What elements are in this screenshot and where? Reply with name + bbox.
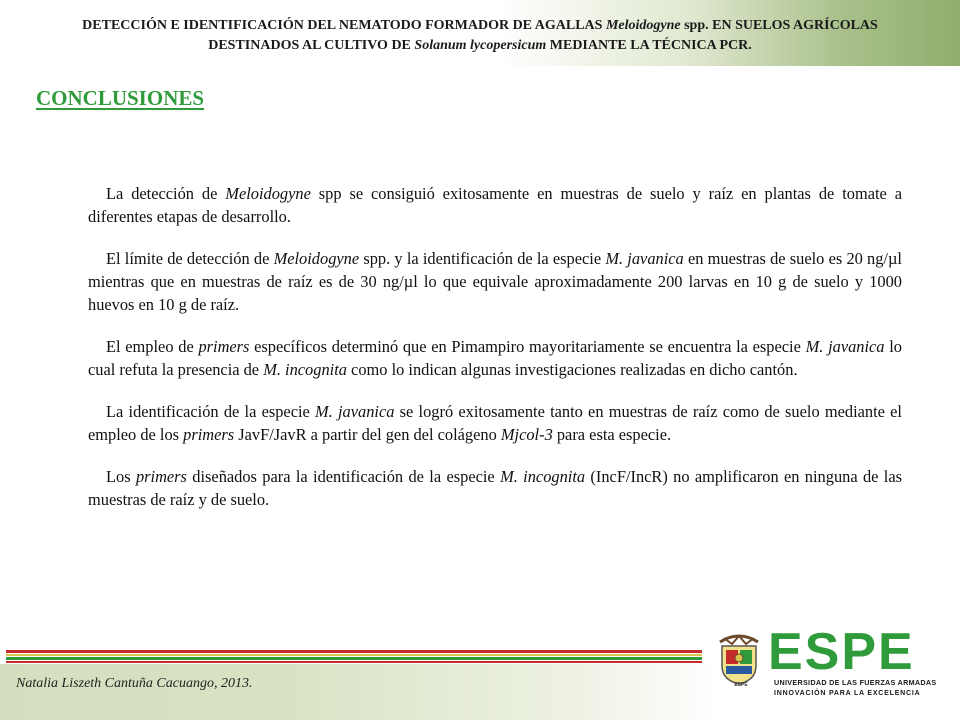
title-italic-species: Solanum lycopersicum xyxy=(414,38,547,53)
text-span: en muestras de suelo es 20 ng/µl mientras que en muestras de raíz es de 30 ng/µl lo que equivale aproximadamente 200 larvas en 10 g de suelo y 1000 huevos en 10 g de raíz. xyxy=(88,249,902,314)
title-text-1: DETECCIÓN E IDENTIFICACIÓN DEL NEMATODO FORMADOR DE AGALLAS xyxy=(82,18,606,33)
italic-span: primers xyxy=(135,467,187,486)
italic-span: Mjcol-3 xyxy=(500,425,553,444)
espe-logo xyxy=(706,622,946,718)
text-span: El límite de detección de xyxy=(106,249,274,268)
text-span: lo cual refuta la presencia de xyxy=(88,337,902,379)
university-name: UNIVERSIDAD DE LAS FUERZAS ARMADAS xyxy=(774,678,937,687)
stripe-green xyxy=(6,657,702,660)
stripe-red-lower xyxy=(6,661,702,663)
text-span: diseñados para la identificación de la especie xyxy=(186,467,501,486)
university-crest-icon xyxy=(712,628,766,688)
conclusion-paragraph-1 xyxy=(88,182,902,228)
conclusions-body xyxy=(88,182,902,530)
text-span: específicos determinó que en Pimampiro mayoritariamente se encuentra la especie xyxy=(249,337,806,356)
italic-span: primers xyxy=(198,337,250,356)
text-span: spp se consiguió exitosamente en muestras de suelo y raíz en plantas de tomate a diferentes etapas de desarrollo. xyxy=(88,184,903,226)
text-span: El empleo de xyxy=(106,337,199,356)
stripe-red xyxy=(6,650,702,653)
italic-span: Meloidogyne xyxy=(225,184,311,203)
conclusion-paragraph-4 xyxy=(88,400,902,446)
text-span: JavF/JavR a partir del gen del colágeno xyxy=(234,425,501,444)
italic-span: M. incognita xyxy=(263,360,347,379)
italic-span: Meloidogyne xyxy=(273,249,360,268)
conclusion-paragraph-3 xyxy=(88,335,902,381)
text-span: como lo indican algunas investigaciones realizadas en dicho cantón. xyxy=(346,360,798,379)
stripe-gold xyxy=(6,654,702,656)
italic-span: M. javanica xyxy=(315,402,395,421)
italic-span: primers xyxy=(183,425,235,444)
text-span: La identificación de la especie xyxy=(106,402,316,421)
text-span: La detección de xyxy=(106,184,226,203)
footer-band xyxy=(0,664,720,720)
footer-flag-stripes xyxy=(6,650,702,664)
italic-span: M. javanica xyxy=(805,337,885,356)
author-credit: Natalia Liszeth Cantuña Cacuango, 2013. xyxy=(16,676,253,691)
text-span: para esta especie. xyxy=(552,425,672,444)
title-text-3: MEDIANTE LA TÉCNICA PCR. xyxy=(546,38,752,53)
page-title xyxy=(40,16,920,56)
university-tagline: INNOVACIÓN PARA LA EXCELENCIA xyxy=(774,690,921,697)
text-span: Los xyxy=(106,467,136,486)
italic-span: M. incognita xyxy=(500,467,586,486)
title-text-2: spp. EN SUELOS AGRÍCOLAS DESTINADOS AL CULTIVO DE xyxy=(208,18,878,53)
title-italic-genus: Meloidogyne xyxy=(605,18,681,33)
conclusion-paragraph-5 xyxy=(88,465,902,511)
espe-wordmark: ESPE xyxy=(768,623,915,681)
conclusion-paragraph-2 xyxy=(88,247,902,316)
italic-span: M. javanica xyxy=(605,249,684,268)
text-span: spp. y la identificación de la especie xyxy=(359,249,606,268)
crest-label: ESPE xyxy=(734,682,748,688)
section-heading: CONCLUSIONES xyxy=(36,86,205,110)
text-span: se logró exitosamente tanto en muestras de raíz como de suelo mediante el empleo de los xyxy=(88,402,902,444)
text-span: (IncF/IncR) no amplificaron en ninguna de las muestras de raíz y de suelo. xyxy=(88,467,902,509)
